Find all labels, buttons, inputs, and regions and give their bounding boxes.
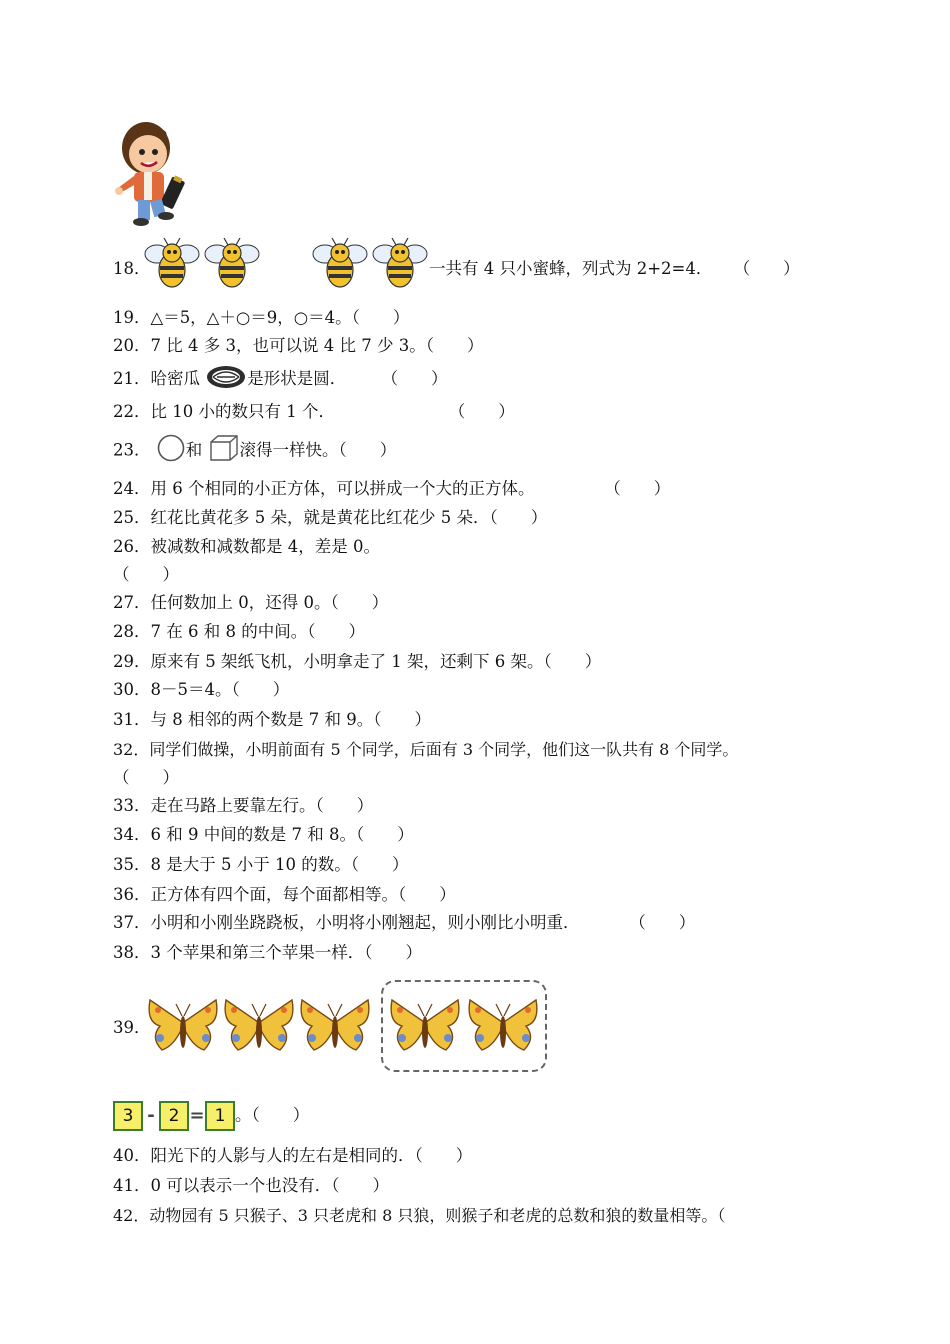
boy-with-battery-icon	[108, 112, 204, 230]
bee-icon	[373, 238, 427, 287]
equation-box-b: 2	[159, 1101, 189, 1131]
question-31: 31．与 8 相邻的两个数是 7 和 9。（ ）	[113, 710, 431, 729]
equals-sign: =	[189, 1104, 205, 1126]
melon-icon	[205, 364, 247, 390]
question-25: 25．红花比黄花多 5 朵，就是黄花比红花少 5 朵．（ ）	[113, 508, 548, 527]
question-40: 40．阳光下的人影与人的左右是相同的．（ ）	[113, 1146, 473, 1165]
equation-box-a: 3	[113, 1101, 143, 1131]
minus-sign: -	[147, 1104, 155, 1126]
butterfly-group	[146, 992, 376, 1062]
question-41: 41．0 可以表示一个也没有．（ ）	[113, 1176, 389, 1195]
butterfly-icon	[225, 1000, 293, 1050]
question-34: 34．6 和 9 中间的数是 7 和 8。（ ）	[113, 825, 414, 844]
question-21: 21．哈密瓜 是形状是圆． （ ）	[113, 368, 448, 390]
cube-icon	[208, 433, 240, 463]
question-23: 23． 和 滚得一样快。（ ）	[113, 439, 396, 463]
bee-icon	[313, 238, 367, 287]
question-20: 20．7 比 4 多 3，也可以说 4 比 7 少 3。（ ）	[113, 336, 484, 355]
question-19: 19．△＝5，△＋○＝9，○＝4。（ ）	[113, 308, 410, 327]
question-27: 27．任何数加上 0，还得 0。（ ）	[113, 593, 389, 612]
question-37: 37．小明和小刚坐跷跷板，小明将小刚翘起，则小刚比小明重． （ ）	[113, 913, 696, 932]
butterfly-icon	[301, 1000, 369, 1050]
equation-39: 3 - 2 = 1 。（ ）	[113, 1099, 309, 1132]
question-18: 18．	[113, 259, 151, 278]
question-26-paren: （ ）	[113, 565, 179, 584]
butterfly-icon	[469, 1000, 537, 1050]
question-33: 33．走在马路上要靠左行。（ ）	[113, 796, 374, 815]
question-32: 32．同学们做操，小明前面有 5 个同学，后面有 3 个同学，他们这一队共有 8 个同学。	[113, 740, 739, 759]
question-38: 38．3 个苹果和第三个苹果一样．（ ）	[113, 943, 422, 962]
question-28: 28．7 在 6 和 8 的中间。（ ）	[113, 622, 365, 641]
question-29: 29．原来有 5 架纸飞机，小明拿走了 1 架，还剩下 6 架。（ ）	[113, 652, 602, 671]
question-39: 39．	[113, 1018, 151, 1037]
butterfly-icon	[149, 1000, 217, 1050]
question-22: 22．比 10 小的数只有 1 个． （ ）	[113, 402, 515, 421]
equation-box-c: 1	[205, 1101, 235, 1131]
question-24: 24．用 6 个相同的小正方体，可以拼成一个大的正方体。 （ ）	[113, 479, 671, 498]
question-35: 35．8 是大于 5 小于 10 的数。（ ）	[113, 855, 409, 874]
question-26: 26．被减数和减数都是 4，差是 0。	[113, 537, 380, 556]
question-18-text: 一共有 4 只小蜜蜂，列式为 2+2=4． （ ）	[429, 259, 800, 278]
bee-icon	[205, 238, 259, 287]
question-42: 42．动物园有 5 只猴子、3 只老虎和 8 只狼，则猴子和老虎的总数和狼的数量相等。（	[113, 1206, 726, 1225]
question-36: 36．正方体有四个面，每个面都相等。（ ）	[113, 885, 456, 904]
bee-icon	[145, 238, 199, 287]
butterfly-icon	[391, 1000, 459, 1050]
bee-group	[143, 236, 433, 292]
question-30: 30．8－5＝4。（ ）	[113, 680, 290, 699]
circle-icon	[156, 433, 186, 463]
question-32-paren: （ ）	[113, 768, 179, 787]
butterfly-group-boxed	[388, 992, 544, 1062]
